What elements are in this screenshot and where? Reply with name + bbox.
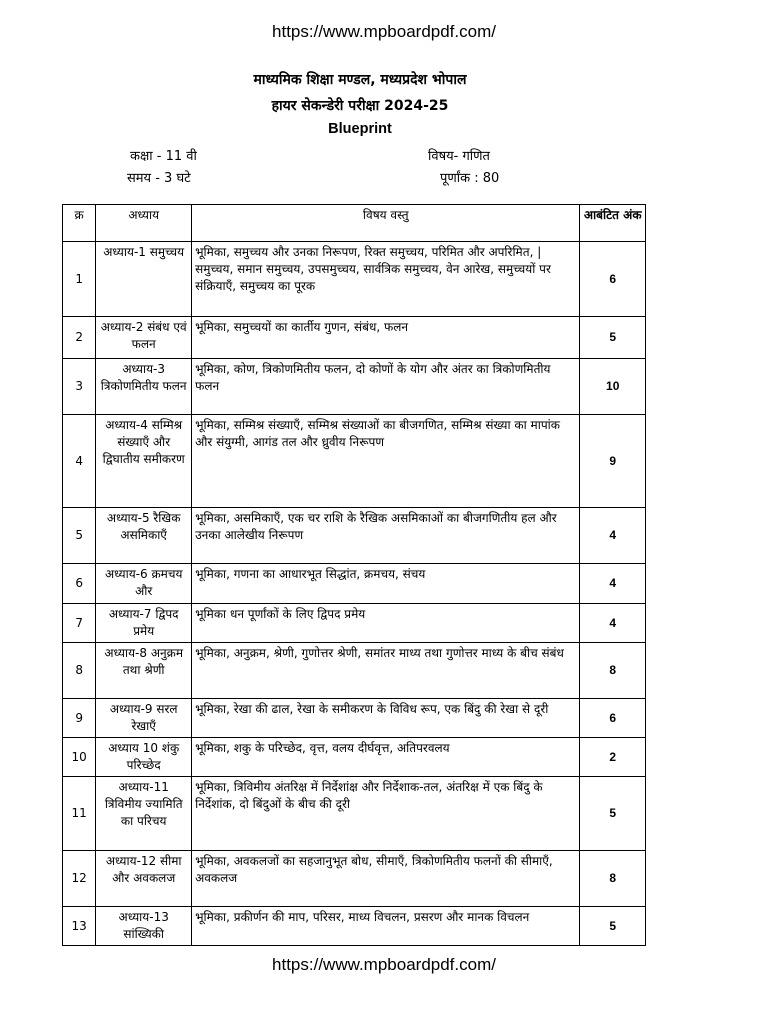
col-header-no: क्र bbox=[63, 205, 96, 242]
col-header-marks: आबंटित अंक bbox=[580, 205, 646, 242]
row-no: 9 bbox=[63, 699, 96, 738]
row-marks: 5 bbox=[580, 317, 646, 359]
class-label: कक्षा - 11 वी bbox=[130, 149, 197, 164]
table-row bbox=[63, 564, 646, 604]
row-content: भूमिका, अवकलजों का सहजानुभूत बोध, सीमाएँ, त्रिकोणमितीय फलनों की सीमाएँ, अवकलज bbox=[192, 851, 580, 907]
row-chapter: अध्याय-5 रैखिक असमिकाएँ bbox=[96, 508, 192, 564]
row-no: 3 bbox=[63, 359, 96, 415]
subject-label: विषय- गणित bbox=[428, 149, 490, 164]
row-no: 5 bbox=[63, 508, 96, 564]
row-no: 10 bbox=[63, 738, 96, 777]
table-row bbox=[63, 851, 646, 907]
row-chapter: अध्याय-1 समुच्चय bbox=[96, 242, 192, 317]
row-content: भूमिका, समुच्चय और उनका निरूपण, रिक्त समुच्चय, परिमित और अपरिमित, | समुच्चय, समान समुच्चय, उपसमुच्चय, सार्वत्रिक समुच्चय, वेन आरेख, समुच्चयों पर संक्रियाएँ, समुच्चय का पूरक bbox=[192, 242, 580, 317]
table-row bbox=[63, 508, 646, 564]
table-row bbox=[63, 777, 646, 851]
table-row bbox=[63, 359, 646, 415]
row-marks: 6 bbox=[580, 699, 646, 738]
row-no: 8 bbox=[63, 643, 96, 699]
row-content: भूमिका, शकु के परिच्छेद, वृत्त, वलय दीर्घवृत्त, अतिपरवलय bbox=[192, 738, 580, 777]
row-content: भूमिका, कोण, त्रिकोणमितीय फलन, दो कोणों के योग और अंतर का त्रिकोणमितीय फलन bbox=[192, 359, 580, 415]
table-row bbox=[63, 604, 646, 643]
exam-title: हायर सेकन्डेरी परीक्षा 2024-25 bbox=[271, 98, 449, 114]
source-url-bottom: https://www.mpboardpdf.com/ bbox=[272, 955, 496, 974]
table-row bbox=[63, 699, 646, 738]
table-row bbox=[63, 317, 646, 359]
source-url-top: https://www.mpboardpdf.com/ bbox=[272, 22, 496, 41]
row-chapter: अध्याय-3 त्रिकोणमितीय फलन bbox=[96, 359, 192, 415]
row-no: 11 bbox=[63, 777, 96, 851]
time-label: समय - 3 घटे bbox=[127, 171, 191, 186]
table-header-row bbox=[63, 205, 646, 242]
row-content: भूमिका, प्रकीर्णन की माप, परिसर, माध्य विचलन, प्रसरण और मानक विचलन bbox=[192, 907, 580, 946]
row-marks: 4 bbox=[580, 508, 646, 564]
blueprint-table bbox=[62, 204, 646, 946]
row-marks: 8 bbox=[580, 643, 646, 699]
row-no: 4 bbox=[63, 415, 96, 508]
row-content: भूमिका, समुच्चयों का कार्तीय गुणन, संबंध, फलन bbox=[192, 317, 580, 359]
row-content: भूमिका, सम्मिश्र संख्याएँ, सम्मिश्र संख्याओं का बीजगणित, सम्मिश्र संख्या का मापांक और संयुग्मी, आगंड तल और ध्रुवीय निरूपण bbox=[192, 415, 580, 508]
table-row bbox=[63, 738, 646, 777]
row-chapter: अध्याय-6 क्रमचय और bbox=[96, 564, 192, 604]
row-marks: 5 bbox=[580, 907, 646, 946]
row-marks: 4 bbox=[580, 564, 646, 604]
row-chapter: अध्याय-4 सम्मिश्र संख्याएँ और द्विघातीय समीकरण bbox=[96, 415, 192, 508]
row-no: 7 bbox=[63, 604, 96, 643]
row-chapter: अध्याय-8 अनुक्रम तथा श्रेणी bbox=[96, 643, 192, 699]
doc-type-title: Blueprint bbox=[328, 121, 392, 137]
row-no: 12 bbox=[63, 851, 96, 907]
table-row bbox=[63, 242, 646, 317]
row-marks: 8 bbox=[580, 851, 646, 907]
row-no: 6 bbox=[63, 564, 96, 604]
row-chapter: अध्याय-12 सीमा और अवकलज bbox=[96, 851, 192, 907]
row-no: 1 bbox=[63, 242, 96, 317]
board-title: माध्यमिक शिक्षा मण्डल, मध्यप्रदेश भोपाल bbox=[253, 72, 467, 88]
row-marks: 5 bbox=[580, 777, 646, 851]
col-header-content: विषय वस्तु bbox=[192, 205, 580, 242]
row-marks: 10 bbox=[580, 359, 646, 415]
row-content: भूमिका, त्रिविमीय अंतरिक्ष में निर्देशांक्ष और निर्देशाक-तल, अंतरिक्ष में एक बिंदु के निर्देशांक, दो बिंदुओं के बीच की दूरी bbox=[192, 777, 580, 851]
col-header-chapter: अध्याय bbox=[96, 205, 192, 242]
row-marks: 4 bbox=[580, 604, 646, 643]
row-chapter: अध्याय-9 सरल रेखाएँ bbox=[96, 699, 192, 738]
row-marks: 9 bbox=[580, 415, 646, 508]
row-content: भूमिका धन पूर्णांकों के लिए द्विपद प्रमेय bbox=[192, 604, 580, 643]
row-content: भूमिका, रेखा की ढाल, रेखा के समीकरण के विविध रूप, एक बिंदु की रेखा से दूरी bbox=[192, 699, 580, 738]
row-marks: 6 bbox=[580, 242, 646, 317]
table-row bbox=[63, 415, 646, 508]
row-chapter: अध्याय-11 त्रिविमीय ज्यामिति का परिचय bbox=[96, 777, 192, 851]
row-content: भूमिका, गणना का आधारभूत सिद्धांत, क्रमचय, संचय bbox=[192, 564, 580, 604]
table-body bbox=[63, 242, 646, 946]
table-row bbox=[63, 643, 646, 699]
row-content: भूमिका, असमिकाएँ, एक चर राशि के रैखिक असमिकाओं का बीजगणितीय हल और उनका आलेखीय निरूपण bbox=[192, 508, 580, 564]
row-no: 13 bbox=[63, 907, 96, 946]
row-no: 2 bbox=[63, 317, 96, 359]
row-chapter: अध्याय-2 संबंध एवं फलन bbox=[96, 317, 192, 359]
row-chapter: अध्याय-7 द्विपद प्रमेय bbox=[96, 604, 192, 643]
row-chapter: अध्याय-13 सांख्यिकी bbox=[96, 907, 192, 946]
row-chapter: अध्याय 10 शंकु परिच्छेद bbox=[96, 738, 192, 777]
row-content: भूमिका, अनुक्रम, श्रेणी, गुणोत्तर श्रेणी, समांतर माध्य तथा गुणोत्तर माध्य के बीच संबंध bbox=[192, 643, 580, 699]
row-marks: 2 bbox=[580, 738, 646, 777]
table-row bbox=[63, 907, 646, 946]
full-marks-label: पूर्णांक : 80 bbox=[440, 171, 500, 186]
